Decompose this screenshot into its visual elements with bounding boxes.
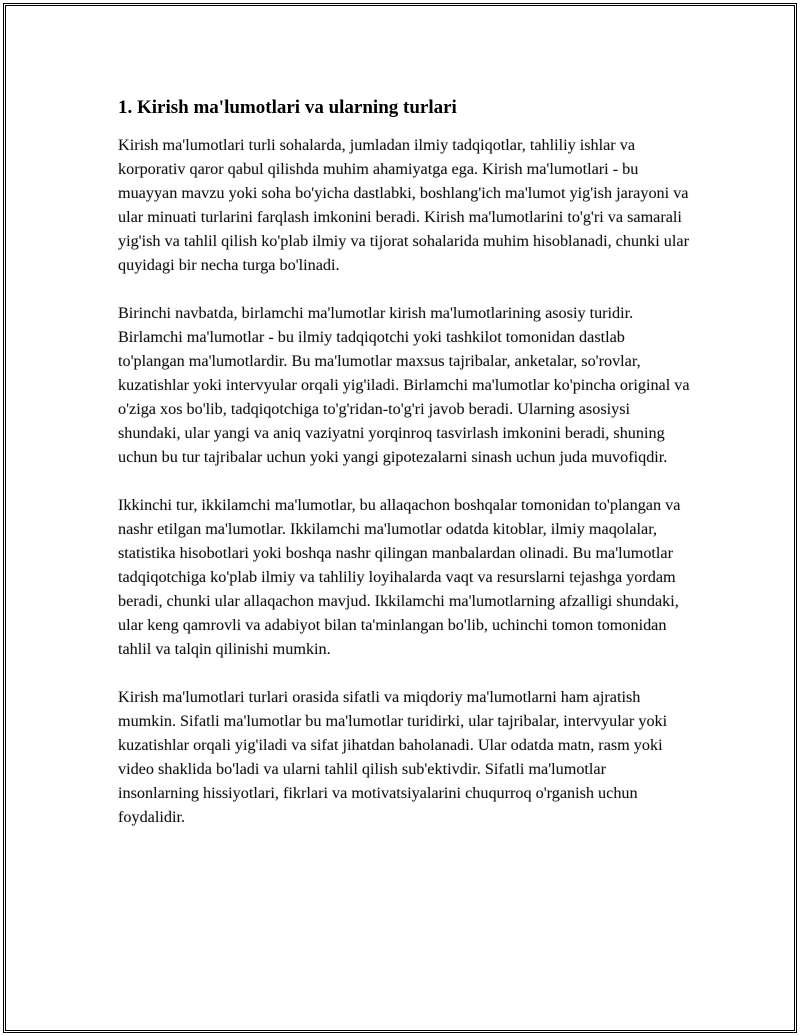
paragraph-intro: Kirish ma'lumotlari turli sohalarda, jumladan ilmiy tadqiqotlar, tahliliy ishlar va korporativ qaror qabul qilishda muhim ahamiyatga ega. Kirish ma'lumotlari - bu muayyan mavzu yoki soha bo'yicha dastlabki, boshlang'ich ma'lumot yig'ish jarayoni va ular minuati turlarini farqlash imkonini beradi. Kirish ma'lumotlarini to'g'ri va samarali yig'ish va tahlil qilish ko'plab ilmiy va tijorat sohalarida muhim hisoblanadi, chunki ular quyidagi bir necha turga bo'linadi. [118,136,689,274]
paragraph-primary-data: Birinchi navbatda, birlamchi ma'lumotlar kirish ma'lumotlarining asosiy turidir. Birlamchi ma'lumotlar - bu ilmiy tadqiqotchi yoki tashkilot tomonidan dastlab to'plangan ma'lumotlardir. Bu ma'lumotlar maxsus tajribalar, anketalar, so'rovlar, kuzatishlar yoki intervyular orqali yig'iladi. Birlamchi ma'lumotlar ko'pincha original va o'ziga xos bo'lib, tadqiqotchiga to'g'ridan-to'g'ri javob beradi. Ularning asosiysi shundaki, ular yangi va aniq vaziyatni yorqinroq tasvirlash imkonini beradi, shuning uchun bu tur tajribalar uchun yoki yangi gipotezalarni sinash uchun juda muvofiqdir. [118,304,690,466]
paragraph-qualitative-data: Kirish ma'lumotlari turlari orasida sifatli va miqdoriy ma'lumotlarni ham ajratish mumkin. Sifatli ma'lumotlar bu ma'lumotlar turidirki, ular tajribalar, intervyular yoki kuzatishlar orqali yig'iladi va sifat jihatdan baholanadi. Ular odatda matn, rasm yoki video shaklida bo'ladi va ularni tahlil qilish sub'ektivdir. Sifatli ma'lumotlar insonlarning hissiyotlari, fikrlari va motivatsiyalarini chuqurroq o'rganish uchun foydalidir. [118,688,668,826]
paragraph-secondary-data: Ikkinchi tur, ikkilamchi ma'lumotlar, bu allaqachon boshqalar tomonidan to'plangan va nashr etilgan ma'lumotlar. Ikkilamchi ma'lumotlar odatda kitoblar, ilmiy maqolalar, statistika hisobotlari yoki boshqa nashr qilingan manbalardan olinadi. Bu ma'lumotlar tadqiqotchiga ko'plab ilmiy va tahliliy loyihalarda vaqt va resurslarni tejashga yordam beradi, chunki ular allaqachon mavjud. Ikkilamchi ma'lumotlarning afzalligi shundaki, ular keng qamrovli va adabiyot bilan ta'minlangan bo'lib, uchinchi tomon tomonidan tahlil va talqin qilinishi mumkin. [118,496,681,658]
section-heading: 1. Kirish ma'lumotlari va ularning turlari [118,97,457,118]
document-body [118,96,690,853]
